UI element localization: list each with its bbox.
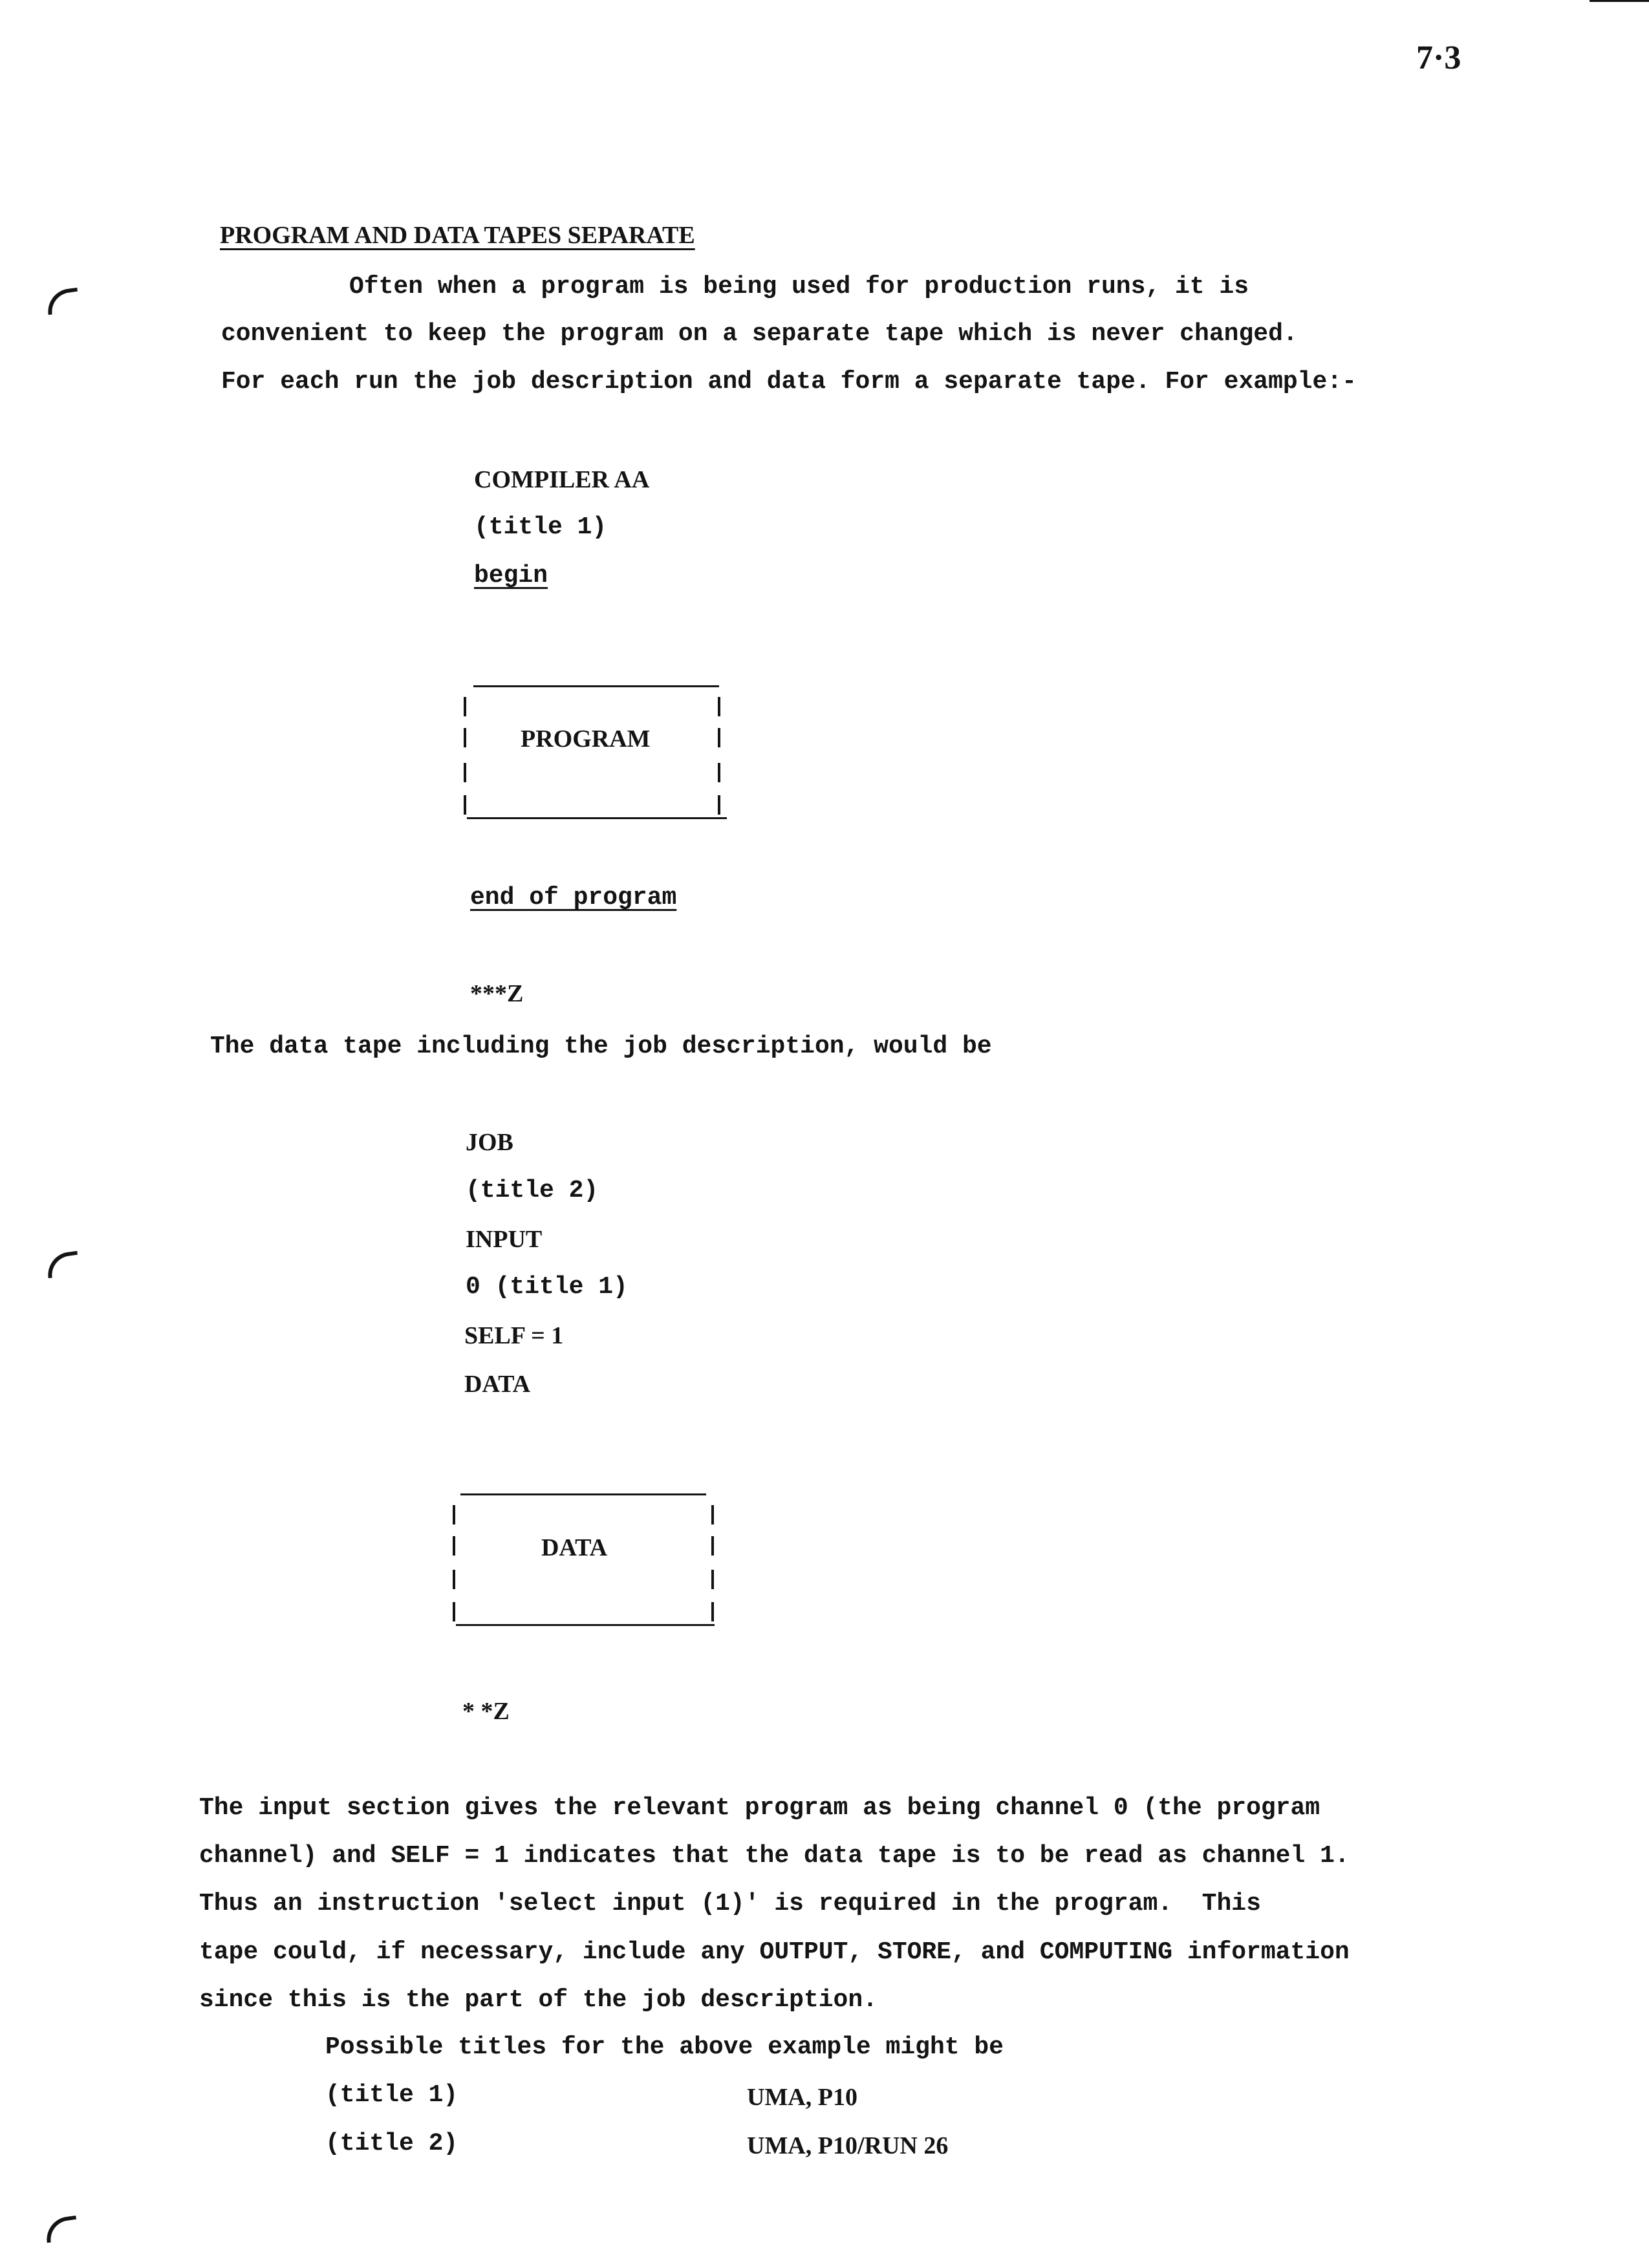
self-line: SELF = 1 [464,1322,564,1349]
edge-line [1590,0,1649,2]
binder-hole-mark [45,288,81,316]
titles-intro: Possible titles for the above example might be [325,2033,1004,2061]
begin-keyword: begin [474,562,548,590]
compiler-line: COMPILER AA [474,466,650,493]
explanation-line: Thus an instruction 'select input (1)' is required in the program. This [199,1890,1261,1918]
program-box-label: PROGRAM [521,725,651,753]
explanation-line: since this is the part of the job description. [199,1986,878,2014]
data-box-label: DATA [541,1534,608,1561]
input-line: INPUT [466,1226,543,1253]
job-line: JOB [466,1129,513,1156]
binder-hole-mark [45,1251,81,1279]
binder-hole-mark [44,2216,80,2243]
intro-line: convenient to keep the program on a separate tape which is never changed. [221,320,1298,348]
data-tape-intro: The data tape including the job description, would be [210,1032,992,1060]
program-terminator: ***Z [470,980,524,1007]
data-keyword-line: DATA [464,1371,531,1398]
title-label: (title 1) [325,2081,458,2109]
explanation-line: tape could, if necessary, include any OUTPUT, STORE, and COMPUTING information [199,1938,1350,1966]
explanation-line: channel) and SELF = 1 indicates that the data tape is to be read as channel 1. [199,1842,1350,1870]
title-line: (title 1) [474,513,607,541]
title-label: (title 2) [325,2130,458,2157]
title-value: UMA, P10 [747,2084,857,2111]
explanation-line: The input section gives the relevant program as being channel 0 (the program [199,1794,1320,1822]
data-terminator: * *Z [462,1698,510,1725]
title-value: UMA, P10/RUN 26 [747,2132,949,2159]
end-of-program-line: end of program [470,884,677,912]
channel-line: 0 (title 1) [466,1273,628,1301]
intro-line: For each run the job description and data form a separate tape. For example:- [221,368,1357,396]
section-heading: PROGRAM AND DATA TAPES SEPARATE [220,222,695,249]
intro-line: Often when a program is being used for production runs, it is [349,273,1249,301]
title-line: (title 2) [466,1177,599,1204]
page-number: 7·3 [1416,39,1461,76]
